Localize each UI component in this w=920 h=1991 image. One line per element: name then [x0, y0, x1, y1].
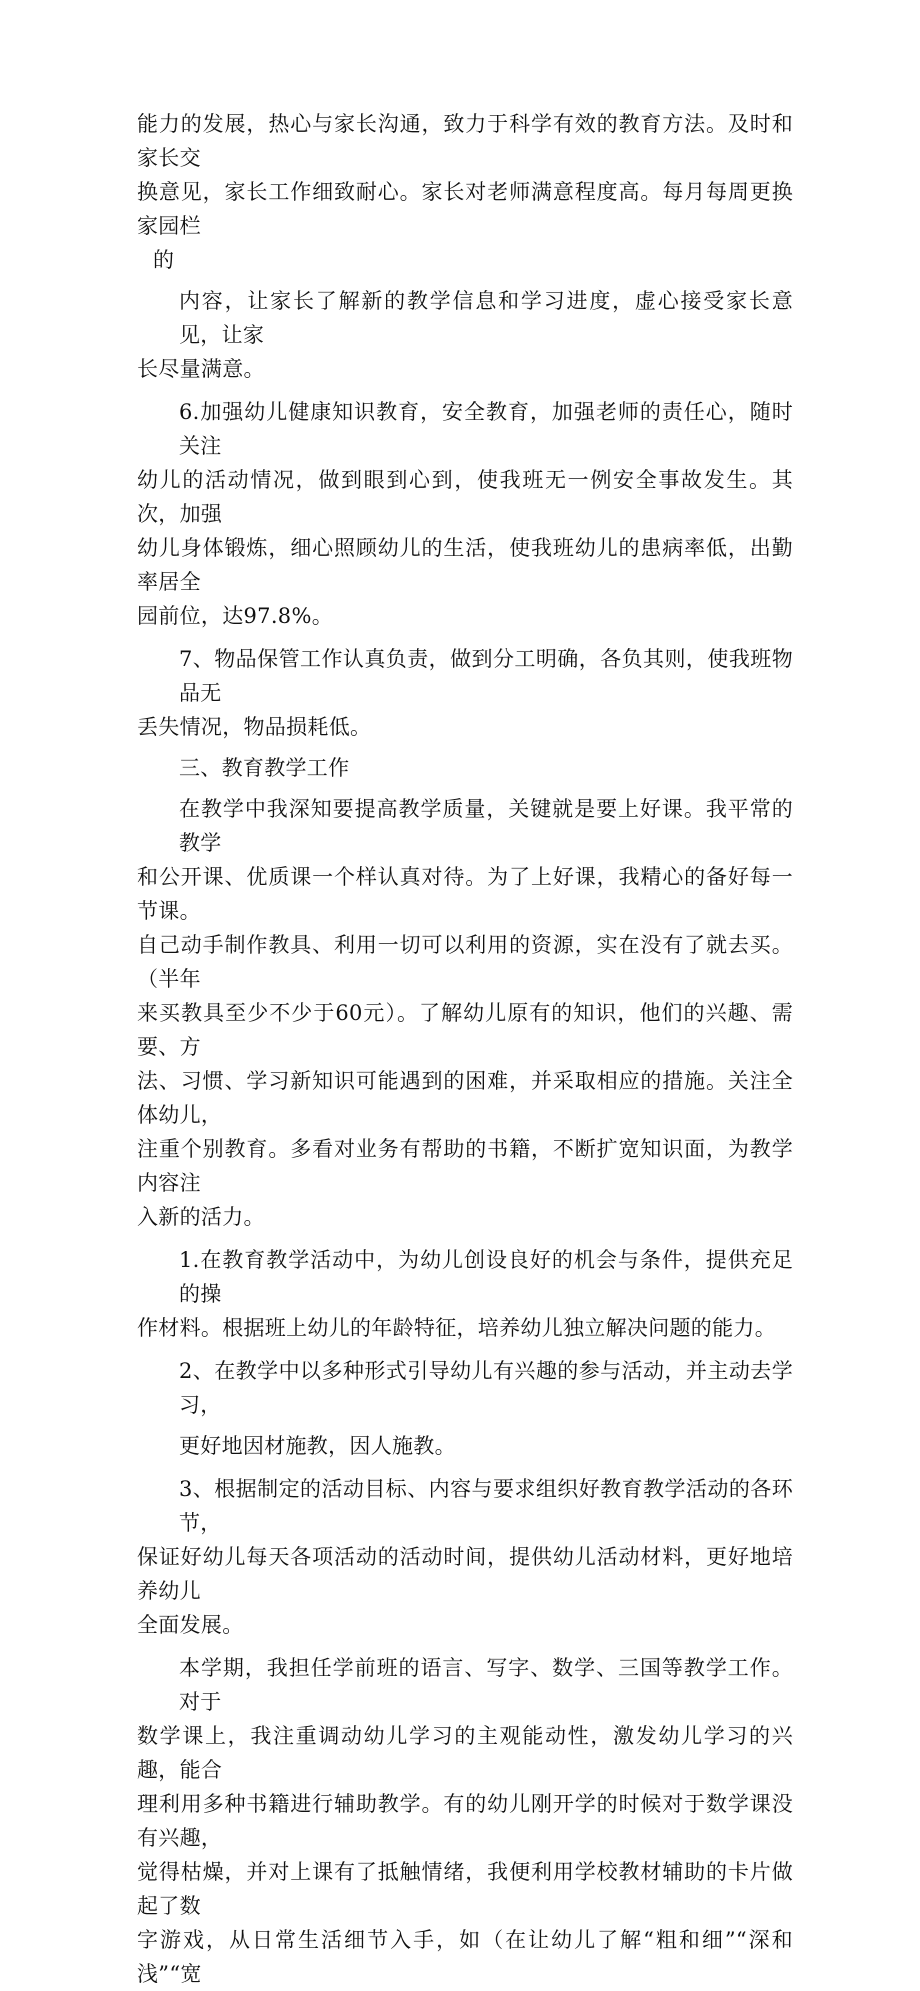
text-line: 3、根据制定的活动目标、内容与要求组织好教育教学活动的各环节，: [179, 1477, 793, 1535]
paragraph-item-6-health-safety: [137, 395, 793, 633]
text-line: 在教学中我深知要提高教学质量，关键就是要上好课。我平常的教学: [179, 797, 793, 855]
text-line: 内容，让家长了解新的教学信息和学习进度，虚心接受家长意见，让家: [179, 289, 793, 347]
text-line: 丢失情况，物品损耗低。: [137, 715, 372, 739]
text-line: 来买教具至少不少于60元）。了解幼儿原有的知识，他们的兴趣、需要、方: [137, 1001, 793, 1059]
text-line: 的: [153, 248, 175, 272]
text-line: 长尽量满意。: [137, 357, 265, 381]
text-line: 本学期，我担任学前班的语言、写字、数学、三国等教学工作。对于: [179, 1656, 793, 1714]
text-line: 幼儿身体锻炼，细心照顾幼儿的生活，使我班幼儿的患病率低，出勤率居全: [137, 536, 793, 594]
text-line: 能力的发展，热心与家长沟通，致力于科学有效的教育方法。及时和家长交: [137, 112, 793, 170]
text-line: 7、物品保管工作认真负责，做到分工明确，各负其则，使我班物品无: [179, 647, 793, 705]
paragraph-parent-communication: [137, 107, 793, 277]
text-line: 作材料。根据班上幼儿的年龄特征，培养幼儿独立解决问题的能力。: [137, 1316, 776, 1340]
text-line: 6.加强幼儿健康知识教育，安全教育，加强老师的责任心，随时关注: [179, 400, 793, 458]
paragraph-item-2-interest: [137, 1354, 793, 1422]
text-line: 字游戏，从日常生活细节入手，如（在让幼儿了解“粗和细”“深和浅”“宽: [137, 1928, 793, 1986]
text-line: 1.在教育教学活动中，为幼儿创设良好的机会与条件，提供充足的操: [179, 1248, 793, 1306]
section-heading-teaching: [137, 751, 793, 785]
text-line: 全面发展。: [137, 1613, 244, 1637]
paragraph-semester-math: [137, 1651, 793, 1991]
text-line: 2、在教学中以多种形式引导幼儿有兴趣的参与活动，并主动去学习，: [179, 1359, 793, 1417]
text-line: 园前位，达97.8%。: [137, 604, 334, 628]
paragraph-item-7-property: [137, 642, 793, 744]
text-line: 更好地因材施教，因人施教。: [179, 1434, 456, 1458]
text-line: 法、习惯、学习新知识可能遇到的困难，并采取相应的措施。关注全体幼儿，: [137, 1069, 793, 1127]
text-line: 自己动手制作教具、利用一切可以利用的资源，实在没有了就去买。（半年: [137, 933, 793, 991]
text-line: 注重个别教育。多看对业务有帮助的书籍，不断扩宽知识面，为教学内容注: [137, 1137, 793, 1195]
text-line: 和公开课、优质课一个样认真对待。为了上好课，我精心的备好每一节课。: [137, 865, 793, 923]
text-line: 数学课上，我注重调动幼儿学习的主观能动性，激发幼儿学习的兴趣，能合: [137, 1724, 793, 1782]
paragraph-teaching-quality: [137, 792, 793, 1234]
text-line: 换意见，家长工作细致耐心。家长对老师满意程度高。每月每周更换家园栏: [137, 180, 793, 238]
paragraph-item-1-activities: [137, 1243, 793, 1345]
paragraph-item-2-continued: [137, 1429, 793, 1463]
text-line: 幼儿的活动情况，做到眼到心到，使我班无一例安全事故发生。其次，加强: [137, 468, 793, 526]
text-line: 理利用多种书籍进行辅助教学。有的幼儿刚开学的时候对于数学课没有兴趣，: [137, 1792, 793, 1850]
paragraph-parent-info: [137, 284, 793, 386]
text-line: 三、教育教学工作: [179, 756, 350, 780]
text-line: 入新的活力。: [137, 1205, 265, 1229]
paragraph-item-3-goals: [137, 1472, 793, 1642]
text-line: 保证好幼儿每天各项活动的活动时间，提供幼儿活动材料，更好地培养幼儿: [137, 1545, 793, 1603]
text-line: 觉得枯燥，并对上课有了抵触情绪，我便利用学校教材辅助的卡片做起了数: [137, 1860, 793, 1918]
document-body: [137, 107, 793, 1991]
